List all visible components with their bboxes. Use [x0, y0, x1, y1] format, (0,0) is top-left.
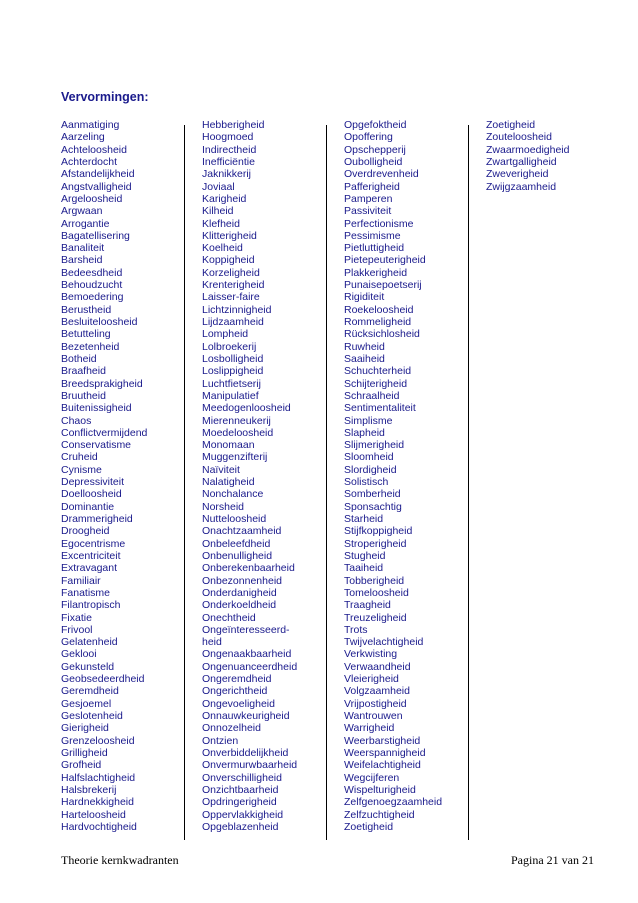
- word-item: Joviaal: [202, 180, 235, 193]
- word-item: Betutteling: [61, 328, 111, 341]
- word-item: Krenterigheid: [202, 279, 265, 292]
- word-item: Lijdzaamheid: [202, 316, 264, 328]
- word-item: Pamperen: [344, 192, 393, 205]
- word-item: Botheid: [61, 352, 97, 365]
- word-item: Cynisme: [61, 463, 102, 476]
- word-item: Taaiheid: [344, 562, 384, 575]
- word-item: Geobsedeerdheid: [61, 673, 145, 686]
- word-item: Aanmatiging: [61, 119, 120, 131]
- word-item: Bemoedering: [61, 291, 124, 304]
- word-item: Nonchalance: [202, 488, 264, 501]
- word-item: Stroperigheid: [344, 537, 407, 550]
- word-item: Onbeleefdheid: [202, 537, 271, 550]
- word-item: Stijfkoppigheid: [344, 525, 413, 538]
- word-item: Mierenneukerij: [202, 414, 271, 427]
- word-item: Opoffering: [344, 131, 393, 144]
- word-item: Onachtzaamheid: [202, 525, 282, 538]
- word-item: Schijterigheid: [344, 377, 408, 390]
- word-item: Jaknikkerij: [202, 168, 252, 181]
- word-item: Twijvelachtigheid: [344, 636, 424, 649]
- word-item: Sponsachtig: [344, 500, 402, 513]
- word-item: Naïviteit: [202, 463, 240, 476]
- word-column-2: [202, 119, 326, 833]
- word-item: Onberekenbaarheid: [202, 562, 295, 575]
- word-item: Fanatisme: [61, 586, 111, 599]
- word-item: Breedsprakigheid: [61, 377, 143, 390]
- word-item: Inefficiëntie: [202, 155, 255, 168]
- word-item: Familiair: [61, 574, 101, 587]
- word-item: Ongenuanceerdheid: [202, 660, 298, 673]
- word-item: Saaiheid: [344, 352, 385, 365]
- word-item: Onverbiddelijkheid: [202, 746, 289, 759]
- word-item: Geslotenheid: [61, 710, 123, 722]
- word-item: Excentriciteit: [61, 549, 121, 562]
- word-item: Wegcijferen: [344, 771, 400, 784]
- word-item: Bezetenheid: [61, 340, 120, 353]
- word-item: Verkwisting: [344, 648, 398, 661]
- word-item: Hebberigheid: [202, 119, 265, 131]
- word-item: Hardvochtigheid: [61, 820, 137, 833]
- word-item: Grenzeloosheid: [61, 734, 135, 747]
- word-item: Conflictvermijdend: [61, 426, 148, 439]
- word-item: Kilheid: [202, 205, 234, 218]
- word-item: Somberheid: [344, 488, 401, 501]
- word-item: Wispelturigheid: [344, 783, 416, 796]
- word-item: Zweverigheid: [486, 168, 549, 181]
- word-item: Koppigheid: [202, 254, 255, 267]
- word-item: Bedeesdheid: [61, 266, 123, 279]
- word-item: Lolbroekerij: [202, 340, 257, 353]
- word-item: Afstandelijkheid: [61, 168, 135, 181]
- word-item: Plakkerigheid: [344, 266, 408, 279]
- word-column-1: [61, 119, 185, 833]
- word-item: Depressiviteit: [61, 476, 125, 489]
- word-item: Aarzeling: [61, 131, 105, 144]
- word-item: Onzichtbaarheid: [202, 783, 279, 796]
- word-item: Wantrouwen: [344, 710, 403, 722]
- word-item: Zwijgzaamheid: [486, 180, 557, 193]
- word-item: Frivool: [61, 623, 93, 636]
- word-item: Schuchterheid: [344, 365, 412, 378]
- word-item: Starheid: [344, 513, 384, 525]
- word-item: Ongerichtheid: [202, 685, 268, 698]
- word-item: Ongeïnteresseerd-: [202, 623, 290, 636]
- word-item: Harteloosheid: [61, 808, 126, 821]
- word-item: Zelfzuchtigheid: [344, 808, 415, 821]
- word-item: Warrigheid: [344, 722, 395, 735]
- word-item: Trots: [344, 623, 368, 636]
- section-heading: Vervormingen:: [61, 90, 149, 104]
- word-item: Slapheid: [344, 426, 385, 439]
- word-item: Conservatisme: [61, 439, 132, 452]
- word-item: Volgzaamheid: [344, 685, 410, 698]
- word-item: Schraalheid: [344, 389, 400, 402]
- word-item: Extravagant: [61, 562, 118, 575]
- word-item: Lompheid: [202, 328, 249, 341]
- word-item: Manipulatief: [202, 389, 259, 402]
- word-item: Doelloosheid: [61, 488, 122, 501]
- word-item: Argwaan: [61, 205, 103, 218]
- word-item: Opgefoktheid: [344, 119, 407, 131]
- word-item: Vleierigheid: [344, 673, 399, 686]
- word-item: Losbolligheid: [202, 352, 264, 365]
- word-item: Onnauwkeurigheid: [202, 710, 290, 722]
- word-item: Luchtfietserij: [202, 377, 261, 390]
- word-item: Hoogmoed: [202, 131, 254, 144]
- word-item: Weifelachtigheid: [344, 759, 421, 772]
- word-item: Droogheid: [61, 525, 110, 538]
- word-item: Filantropisch: [61, 599, 121, 612]
- word-item: Argeloosheid: [61, 192, 123, 205]
- word-item: Angstvalligheid: [61, 180, 132, 193]
- word-item: Onderkoeldheid: [202, 599, 277, 612]
- word-item: Sentimentaliteit: [344, 402, 416, 415]
- word-item: Korzeligheid: [202, 266, 260, 279]
- word-item: Verwaandheid: [344, 660, 411, 673]
- word-item: Slordigheid: [344, 463, 397, 476]
- word-item: Zwartgalligheid: [486, 155, 557, 168]
- word-item: Weerbarstigheid: [344, 734, 421, 747]
- word-item: Opgeblazenheid: [202, 820, 279, 833]
- word-item: Lichtzinnigheid: [202, 303, 272, 316]
- word-item: Slijmerigheid: [344, 439, 405, 452]
- word-item: Onbenulligheid: [202, 549, 273, 562]
- word-item: Pietluttigheid: [344, 242, 405, 255]
- word-item: Laisser-faire: [202, 291, 260, 304]
- word-item: Oubolligheid: [344, 155, 403, 168]
- word-item: Onderdanigheid: [202, 586, 277, 599]
- word-item: Barsheid: [61, 254, 103, 267]
- word-item: Arrogantie: [61, 217, 110, 230]
- word-item: Loslippigheid: [202, 365, 264, 378]
- word-item: Overdrevenheid: [344, 168, 419, 181]
- word-item: Klefheid: [202, 217, 240, 230]
- word-item: Geklooi: [61, 648, 97, 661]
- word-column-3: [344, 119, 468, 833]
- word-item: Passiviteit: [344, 205, 392, 218]
- word-item: Achteloosheid: [61, 143, 127, 156]
- word-item: Punaisepoetserij: [344, 279, 422, 292]
- word-item: Besluiteloosheid: [61, 316, 138, 328]
- word-item: Muggenzifterij: [202, 451, 268, 464]
- word-item: Norsheid: [202, 500, 245, 513]
- word-item: Rücksichlosheid: [344, 328, 420, 341]
- word-item: Sloomheid: [344, 451, 394, 464]
- word-item: Achterdocht: [61, 155, 118, 168]
- word-item: Onverschilligheid: [202, 771, 282, 784]
- word-item: Ontzien: [202, 734, 239, 747]
- word-item: Traagheid: [344, 599, 391, 612]
- word-item: Koelheid: [202, 242, 243, 255]
- word-item: Ongevoeligheid: [202, 697, 275, 710]
- footer-page-number: Pagina 21 van 21: [511, 853, 594, 867]
- word-item: Onbezonnenheid: [202, 574, 282, 587]
- word-item: Gelatenheid: [61, 636, 118, 649]
- word-item: Indirectheid: [202, 143, 257, 156]
- word-item: Simplisme: [344, 414, 393, 427]
- word-item: Tomeloosheid: [344, 586, 409, 599]
- word-item: Tobberigheid: [344, 574, 405, 587]
- word-item: Oppervlakkigheid: [202, 808, 284, 821]
- word-item: Drammerigheid: [61, 513, 133, 525]
- word-item: Pessimisme: [344, 229, 401, 242]
- word-item: Zoetigheid: [344, 820, 394, 833]
- word-item: Buitenissigheid: [61, 402, 132, 415]
- word-item: Pafferigheid: [344, 180, 400, 193]
- word-item: Zelfgenoegzaamheid: [344, 796, 443, 809]
- word-item: Pietepeuterigheid: [344, 254, 426, 267]
- word-item: Halfslachtigheid: [61, 771, 136, 784]
- word-item: Chaos: [61, 414, 92, 427]
- word-item: Halsbrekerij: [61, 783, 117, 796]
- column-divider-2: [326, 125, 327, 840]
- word-item: Meedogenloosheid: [202, 402, 291, 415]
- column-divider-3: [468, 125, 469, 840]
- word-item: heid: [202, 636, 222, 649]
- word-item: Onechtheid: [202, 611, 256, 624]
- word-item: Weerspannigheid: [344, 746, 426, 759]
- word-item: Perfectionisme: [344, 217, 414, 230]
- word-item: Solistisch: [344, 476, 389, 489]
- word-item: Opschepperij: [344, 143, 406, 156]
- word-item: Zwaarmoedigheid: [486, 143, 570, 156]
- word-item: Geremdheid: [61, 685, 119, 698]
- word-item: Onnozelheid: [202, 722, 261, 735]
- word-item: Zoetigheid: [486, 119, 536, 131]
- word-item: Opdringerigheid: [202, 796, 277, 809]
- word-item: Ruwheid: [344, 340, 385, 353]
- footer-document-title: Theorie kernkwadranten: [61, 853, 179, 867]
- word-item: Nutteloosheid: [202, 513, 267, 525]
- word-item: Berustheid: [61, 303, 112, 316]
- word-item: Monomaan: [202, 439, 255, 452]
- word-item: Ongenaakbaarheid: [202, 648, 292, 661]
- word-item: Zouteloosheid: [486, 131, 552, 144]
- word-item: Behoudzucht: [61, 279, 123, 292]
- word-item: Treuzeligheid: [344, 611, 407, 624]
- word-item: Karigheid: [202, 192, 247, 205]
- word-item: Grofheid: [61, 759, 102, 772]
- word-item: Vrijpostigheid: [344, 697, 407, 710]
- word-item: Onvermurwbaarheid: [202, 759, 298, 772]
- word-item: Cruheid: [61, 451, 98, 464]
- word-item: Gekunsteld: [61, 660, 115, 673]
- word-column-4: [486, 119, 610, 193]
- word-item: Fixatie: [61, 611, 92, 624]
- word-item: Bruutheid: [61, 389, 106, 402]
- word-item: Braafheid: [61, 365, 106, 378]
- word-item: Gierigheid: [61, 722, 109, 735]
- word-item: Rommeligheid: [344, 316, 412, 328]
- word-item: Nalatigheid: [202, 476, 255, 489]
- word-item: Klitterigheid: [202, 229, 257, 242]
- word-item: Egocentrisme: [61, 537, 126, 550]
- word-item: Moedeloosheid: [202, 426, 274, 439]
- word-item: Roekeloosheid: [344, 303, 414, 316]
- word-item: Stugheid: [344, 549, 386, 562]
- word-item: Grilligheid: [61, 746, 108, 759]
- word-item: Gesjoemel: [61, 697, 112, 710]
- word-item: Dominantie: [61, 500, 115, 513]
- word-item: Bagatellisering: [61, 229, 130, 242]
- word-item: Rigiditeit: [344, 291, 385, 304]
- word-item: Ongeremdheid: [202, 673, 272, 686]
- word-item: Banaliteit: [61, 242, 105, 255]
- word-item: Hardnekkigheid: [61, 796, 134, 809]
